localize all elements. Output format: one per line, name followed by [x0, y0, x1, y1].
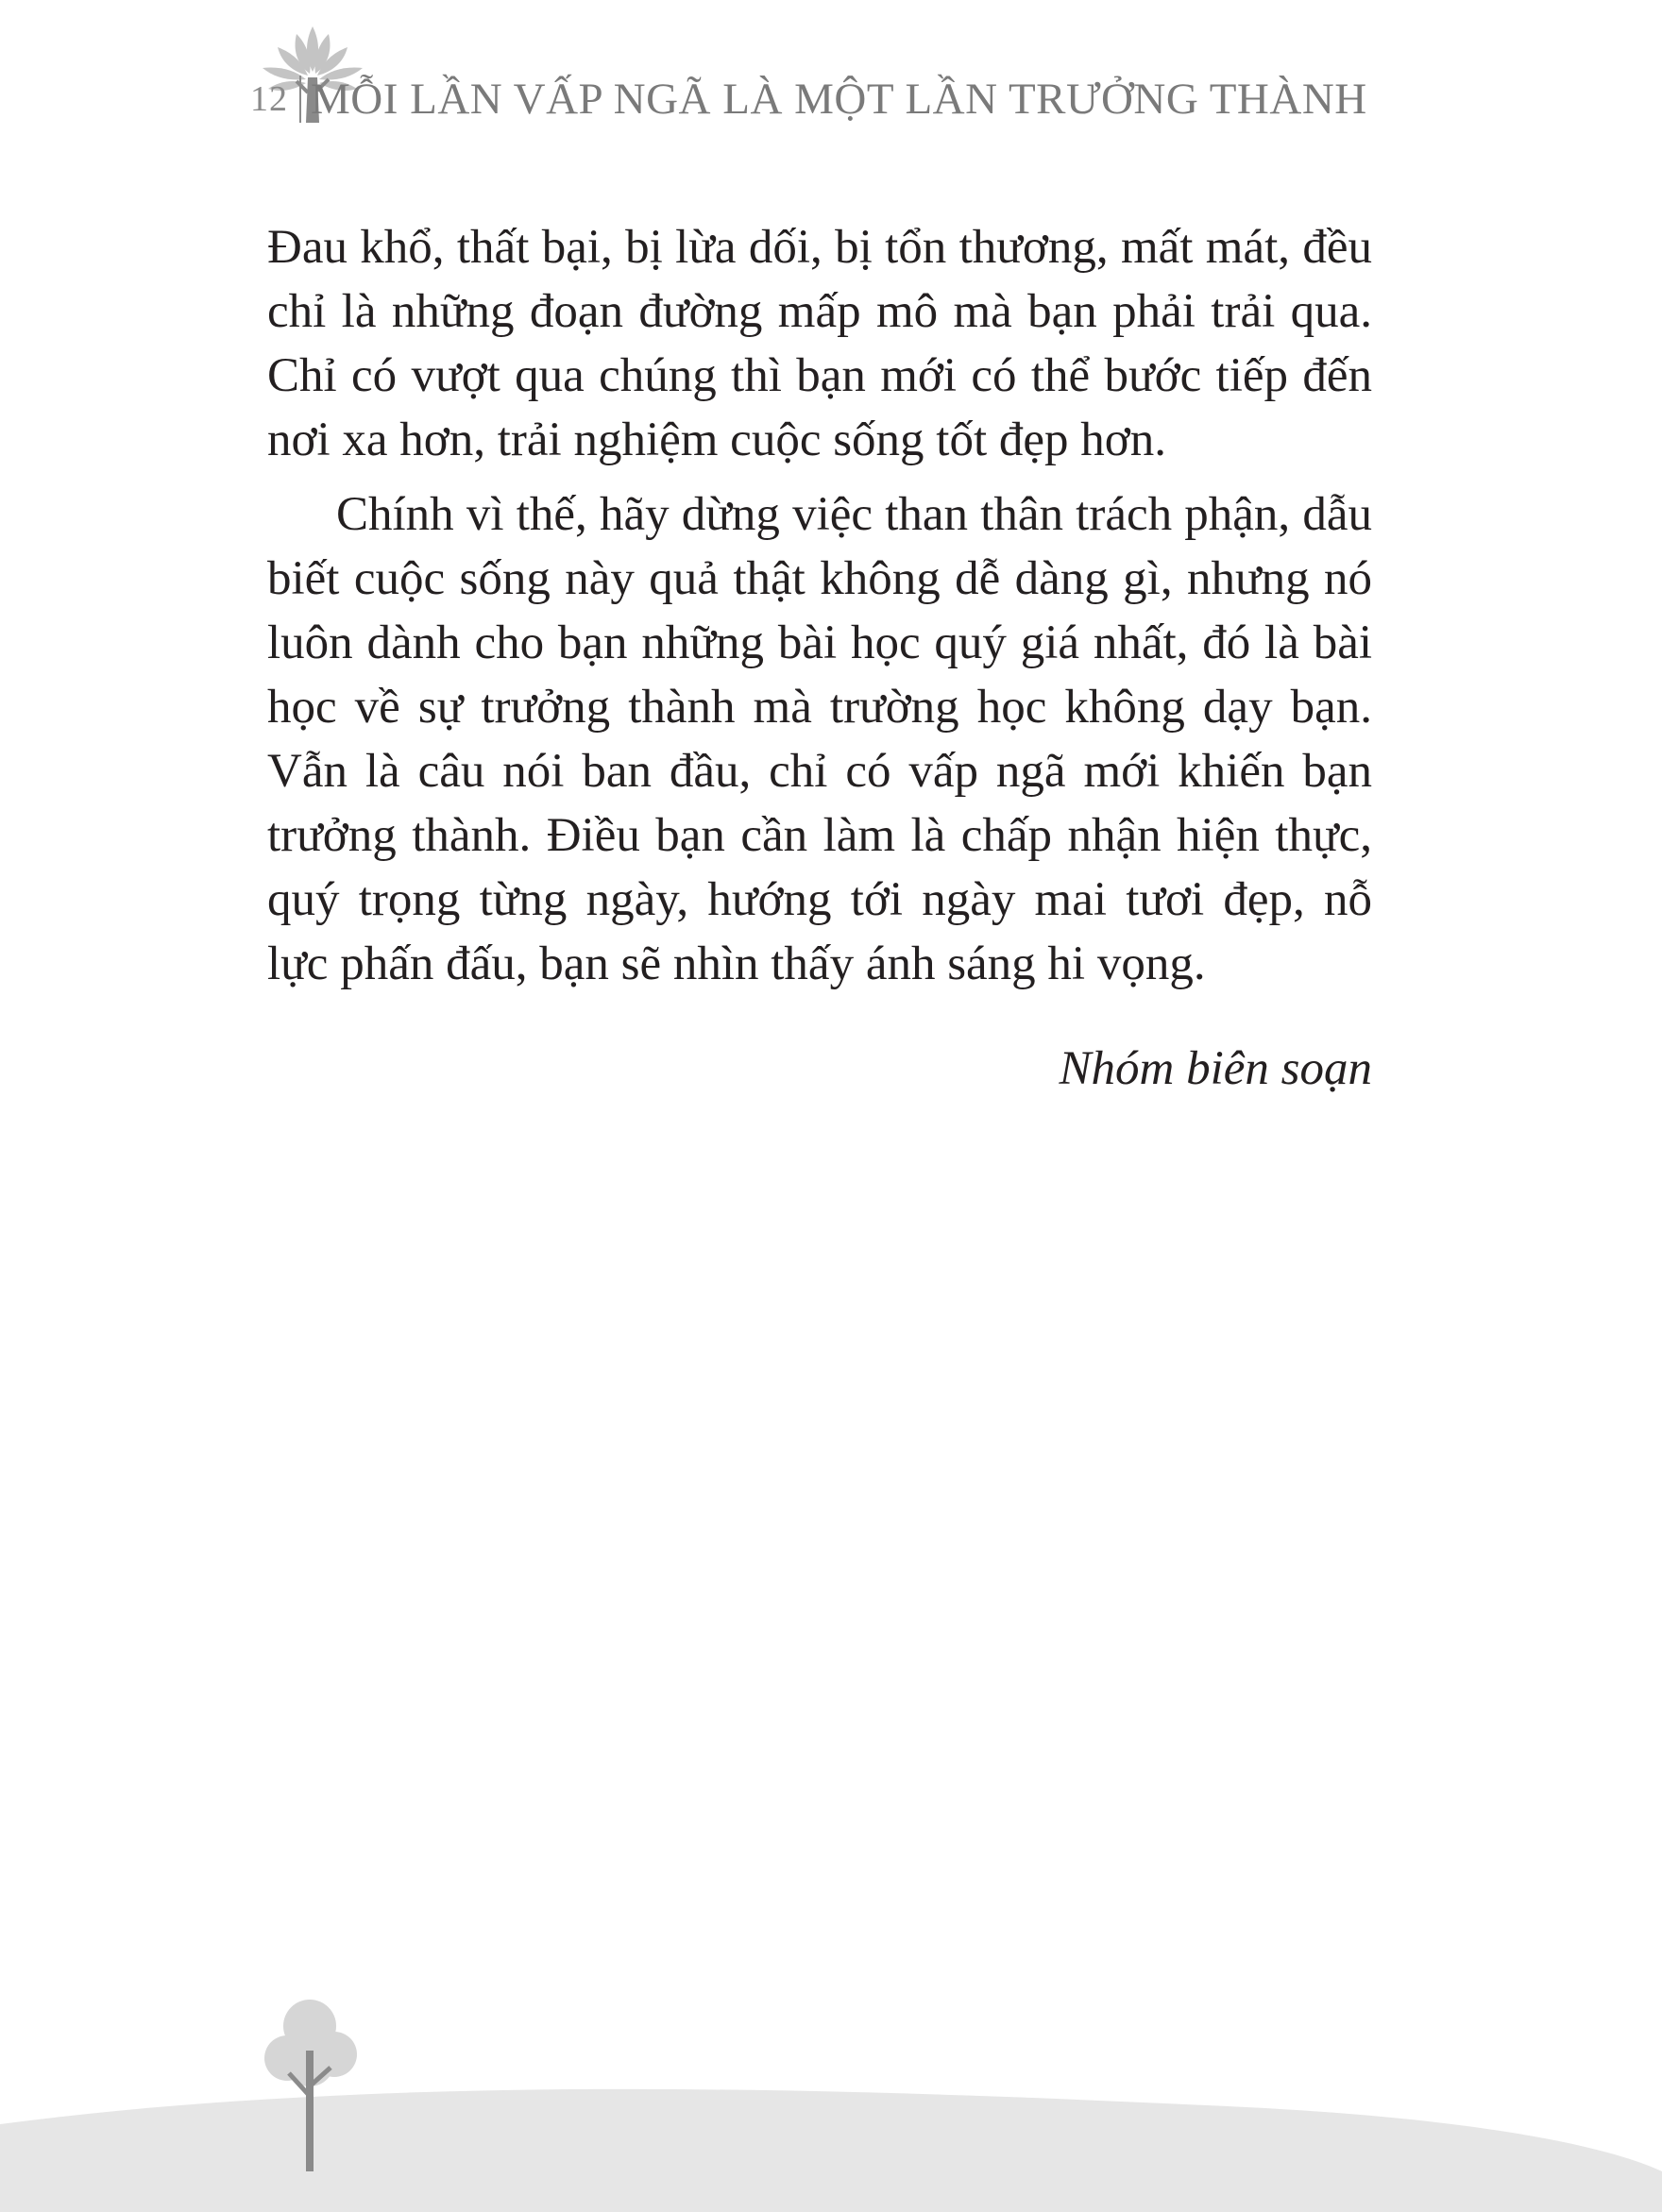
paragraph: Chính vì thế, hãy dừng việc than thân trách phận, dẫu biết cuộc sống này quả thật không dễ dàng gì, nhưng nó luôn dành cho bạn những bài học quý giá nhất, đó là bài học về sự trưởng thành mà trường học không dạy bạn. Vẫn là câu nói ban đầu, chỉ có vấp ngã mới khiến bạn trưởng thành. Điều bạn cần làm là chấp nhận hiện thực, quý trọng từng ngày, hướng tới ngày mai tươi đẹp, nỗ lực phấn đấu, bạn sẽ nhìn thấy ánh sáng hi vọng.	[267, 488, 1372, 990]
signature: Nhóm biên soạn	[1059, 1042, 1372, 1095]
footer-hill-decoration	[0, 1983, 1662, 2212]
page-number: 12	[250, 79, 288, 119]
paragraph: Đau khổ, thất bại, bị lừa dối, bị tổn thương, mất mát, đều chỉ là những đoạn đường mấp mô mà bạn phải trải qua. Chỉ có vượt qua chúng thì bạn mới có thể bước tiếp đến nơi xa hơn, trải nghiệm cuộc sống tốt đẹp hơn.	[267, 221, 1372, 466]
header-divider	[299, 76, 301, 123]
running-header	[250, 66, 1367, 132]
running-title: MỖI LẦN VẤP NGÃ LÀ MỘT LẦN TRƯỞNG THÀNH	[311, 75, 1367, 124]
body-text	[267, 215, 1372, 996]
